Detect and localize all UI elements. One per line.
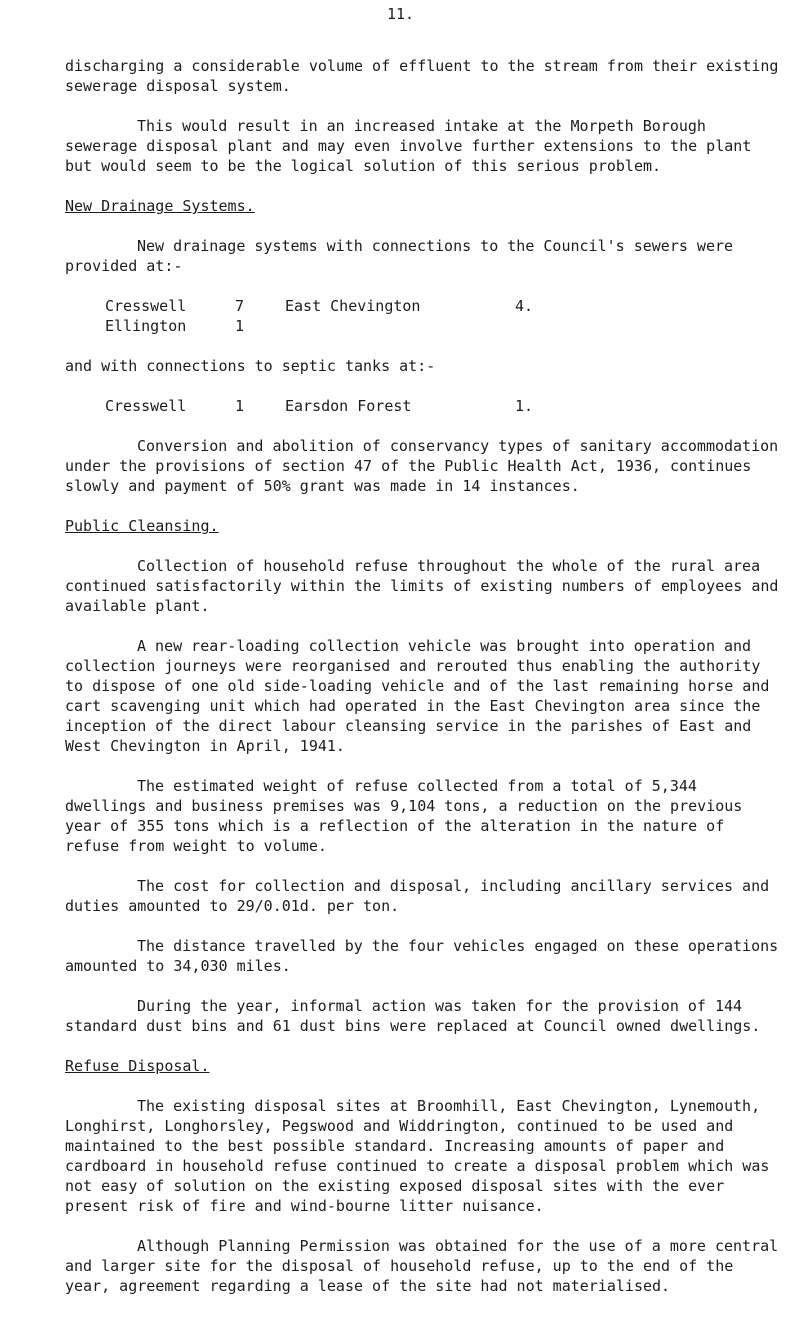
count-cell: 1 [235,317,245,335]
paragraph-conversion: Conversion and abolition of conservancy types of sanitary accommodation under the provisions of section 47 of the Public Health Act, 1936, continues slowly and payment of 50% grant was made in 14 instances. [65,437,779,495]
paragraph-disposal-sites: The existing disposal sites at Broomhill, East Chevington, Lynemouth, Longhirst, Longhorsley, Pegswood and Widdrington, continued to be used and maintained to the best possible standard. Increasing amounts of paper and cardboard in household refuse continued to create a disposal problem which was not easy of solution on the existing exposed disposal sites with the ever present risk of fire and wind-bourne litter nuisance. [65,1097,770,1215]
table-row [65,316,781,336]
paragraph-septic: and with connections to septic tanks at:- [65,357,436,375]
table-row [65,396,781,416]
sewer-connections-table [65,296,781,336]
paragraph-drainage: New drainage systems with connections to the Council's sewers were provided at:- [65,237,734,275]
paragraph-vehicle: A new rear-loading collection vehicle was brought into operation and collection journeys were reorganised and rerouted thus enabling the authority to dispose of one old side-loading vehicle and of the last remaining horse and cart scavenging unit which had operated in the East Chevington area since the inception of the direct labour cleansing service in the parishes of East and West Chevington in April, 1941. [65,637,770,755]
count-cell [515,316,555,336]
page-number: 11. [386,5,415,23]
paragraph-planning: Although Planning Permission was obtained for the use of a more central and larger site for the disposal of household refuse, up to the end of the year, agreement regarding a lease of the site had not materialised. [65,1237,779,1295]
count-cell: 1. [515,397,534,415]
heading-refuse-disposal: Refuse Disposal. [65,1057,210,1075]
paragraph-morpeth: This would result in an increased intake at the Morpeth Borough sewerage disposal plant and may even involve further extensions to the plant but would seem to be the logical solution of this serious problem. [65,117,752,175]
place-cell: Ellington [105,317,187,335]
paragraph-dust-bins: During the year, informal action was taken for the provision of 144 standard dust bins and 61 dust bins were replaced at Council owned dwellings. [65,997,761,1035]
septic-connections-table [65,396,781,416]
heading-public-cleansing: Public Cleansing. [65,517,219,535]
place-cell: Earsdon Forest [285,397,412,415]
heading-new-drainage: New Drainage Systems. [65,197,255,215]
table-row [65,296,781,316]
paragraph-effluent: discharging a considerable volume of effluent to the stream from their existing sewerage disposal system. [65,57,779,95]
page-body [65,56,781,1316]
place-cell: Cresswell [105,297,187,315]
count-cell: 1 [235,397,245,415]
count-cell: 7 [235,297,245,315]
paragraph-cost: The cost for collection and disposal, including ancillary services and duties amounted to 29/0.01d. per ton. [65,877,770,915]
place-cell: East Chevington [285,297,421,315]
paragraph-distance: The distance travelled by the four vehicles engaged on these operations amounted to 34,030 miles. [65,937,779,975]
place-cell [285,316,515,336]
place-cell: Cresswell [105,397,187,415]
paragraph-collection: Collection of household refuse throughout the whole of the rural area continued satisfactorily within the limits of existing numbers of employees and available plant. [65,557,779,615]
count-cell: 4. [515,297,534,315]
paragraph-weight: The estimated weight of refuse collected from a total of 5,344 dwellings and business premises was 9,104 tons, a reduction on the previous year of 355 tons which is a reflection of the alteration in the nature of refuse from weight to volume. [65,777,743,855]
